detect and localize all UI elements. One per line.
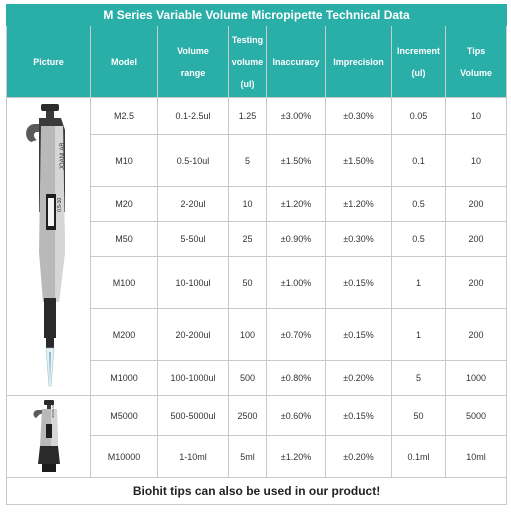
header-testing-volume (229, 26, 267, 98)
table-title: M Series Variable Volume Micropipette Technical Data (7, 5, 507, 26)
pipette-brand-text-small: JOANLAB (50, 403, 55, 418)
cell-testing: 25 (229, 222, 267, 257)
cell-increment: 5 (392, 361, 446, 396)
header-volume-range (158, 26, 229, 98)
header-testing-volume-line1: Testing (231, 34, 264, 45)
cell-imprecision: ±1.20% (326, 187, 392, 222)
header-testing-volume-line2: volume (231, 56, 264, 67)
header-tips-volume-line1: Tips (466, 45, 486, 56)
cell-increment: 0.5 (392, 222, 446, 257)
cell-testing: 5 (229, 135, 267, 187)
cell-imprecision: ±0.20% (326, 436, 392, 478)
header-volume-range-line2: range (180, 67, 206, 78)
table-footer-note: Biohit tips can also be used in our product! (7, 478, 507, 505)
cell-inaccuracy: ±1.20% (267, 187, 326, 222)
cell-increment: 1 (392, 309, 446, 361)
cell-increment: 1 (392, 257, 446, 309)
header-increment-line2: (ul) (411, 67, 426, 78)
cell-testing: 10 (229, 187, 267, 222)
cell-range: 500-5000ul (158, 396, 229, 436)
pipette-image-large (19, 102, 79, 392)
cell-inaccuracy: ±0.60% (267, 396, 326, 436)
header-tips-volume-line2: Volume (460, 67, 492, 78)
svg-text:0.5-10: 0.5-10 (56, 197, 63, 212)
cell-increment: 50 (392, 396, 446, 436)
cell-tips: 5000 (446, 396, 507, 436)
header-increment-line1: Increment (396, 45, 440, 56)
cell-model: M10000 (91, 436, 158, 478)
cell-range: 20-200ul (158, 309, 229, 361)
cell-imprecision: ±0.15% (326, 396, 392, 436)
cell-inaccuracy: ±1.00% (267, 257, 326, 309)
header-increment (392, 26, 446, 98)
header-tips-volume (446, 26, 507, 98)
pipette-brand-text-large: JOANLAB (59, 142, 66, 170)
cell-imprecision: ±0.15% (326, 257, 392, 309)
cell-range: 0.5-10ul (158, 135, 229, 187)
cell-imprecision: ±1.50% (326, 135, 392, 187)
cell-inaccuracy: ±0.80% (267, 361, 326, 396)
cell-range: 2-20ul (158, 187, 229, 222)
cell-inaccuracy: ±1.20% (267, 436, 326, 478)
cell-testing: 100 (229, 309, 267, 361)
cell-range: 5-50ul (158, 222, 229, 257)
cell-range: 0.1-2.5ul (158, 98, 229, 135)
header-volume-range-line1: Volume (177, 45, 209, 56)
header-row (7, 26, 507, 98)
cell-testing: 5ml (229, 436, 267, 478)
cell-inaccuracy: ±3.00% (267, 98, 326, 135)
spec-table (6, 4, 507, 505)
cell-inaccuracy: ±1.50% (267, 135, 326, 187)
cell-inaccuracy: ±0.70% (267, 309, 326, 361)
cell-testing: 2500 (229, 396, 267, 436)
cell-tips: 10ml (446, 436, 507, 478)
cell-inaccuracy: ±0.90% (267, 222, 326, 257)
cell-increment: 0.05 (392, 98, 446, 135)
table-row (7, 396, 507, 436)
cell-testing: 50 (229, 257, 267, 309)
cell-model: M10 (91, 135, 158, 187)
cell-tips: 200 (446, 309, 507, 361)
cell-model: M100 (91, 257, 158, 309)
table-row (7, 98, 507, 135)
cell-model: M50 (91, 222, 158, 257)
cell-model: M2.5 (91, 98, 158, 135)
cell-tips: 200 (446, 257, 507, 309)
cell-tips: 10 (446, 98, 507, 135)
header-picture: Picture (7, 26, 91, 98)
cell-increment: 0.5 (392, 187, 446, 222)
cell-range: 100-1000ul (158, 361, 229, 396)
pipette-image-small (24, 398, 74, 476)
cell-increment: 0.1ml (392, 436, 446, 478)
cell-tips: 200 (446, 222, 507, 257)
cell-testing: 500 (229, 361, 267, 396)
cell-imprecision: ±0.20% (326, 361, 392, 396)
header-model: Model (91, 26, 158, 98)
cell-testing: 1.25 (229, 98, 267, 135)
cell-imprecision: ±0.30% (326, 98, 392, 135)
cell-imprecision: ±0.30% (326, 222, 392, 257)
cell-tips: 1000 (446, 361, 507, 396)
header-testing-volume-line3: (ul) (240, 78, 255, 89)
cell-range: 10-100ul (158, 257, 229, 309)
cell-increment: 0.1 (392, 135, 446, 187)
cell-model: M1000 (91, 361, 158, 396)
cell-range: 1-10ml (158, 436, 229, 478)
header-inaccuracy: Inaccuracy (267, 26, 326, 98)
cell-model: M5000 (91, 396, 158, 436)
cell-tips: 10 (446, 135, 507, 187)
pipette-picture-small (7, 396, 91, 478)
cell-imprecision: ±0.15% (326, 309, 392, 361)
cell-model: M200 (91, 309, 158, 361)
cell-tips: 200 (446, 187, 507, 222)
header-imprecision: Imprecision (326, 26, 392, 98)
cell-model: M20 (91, 187, 158, 222)
pipette-picture-large (7, 98, 91, 396)
